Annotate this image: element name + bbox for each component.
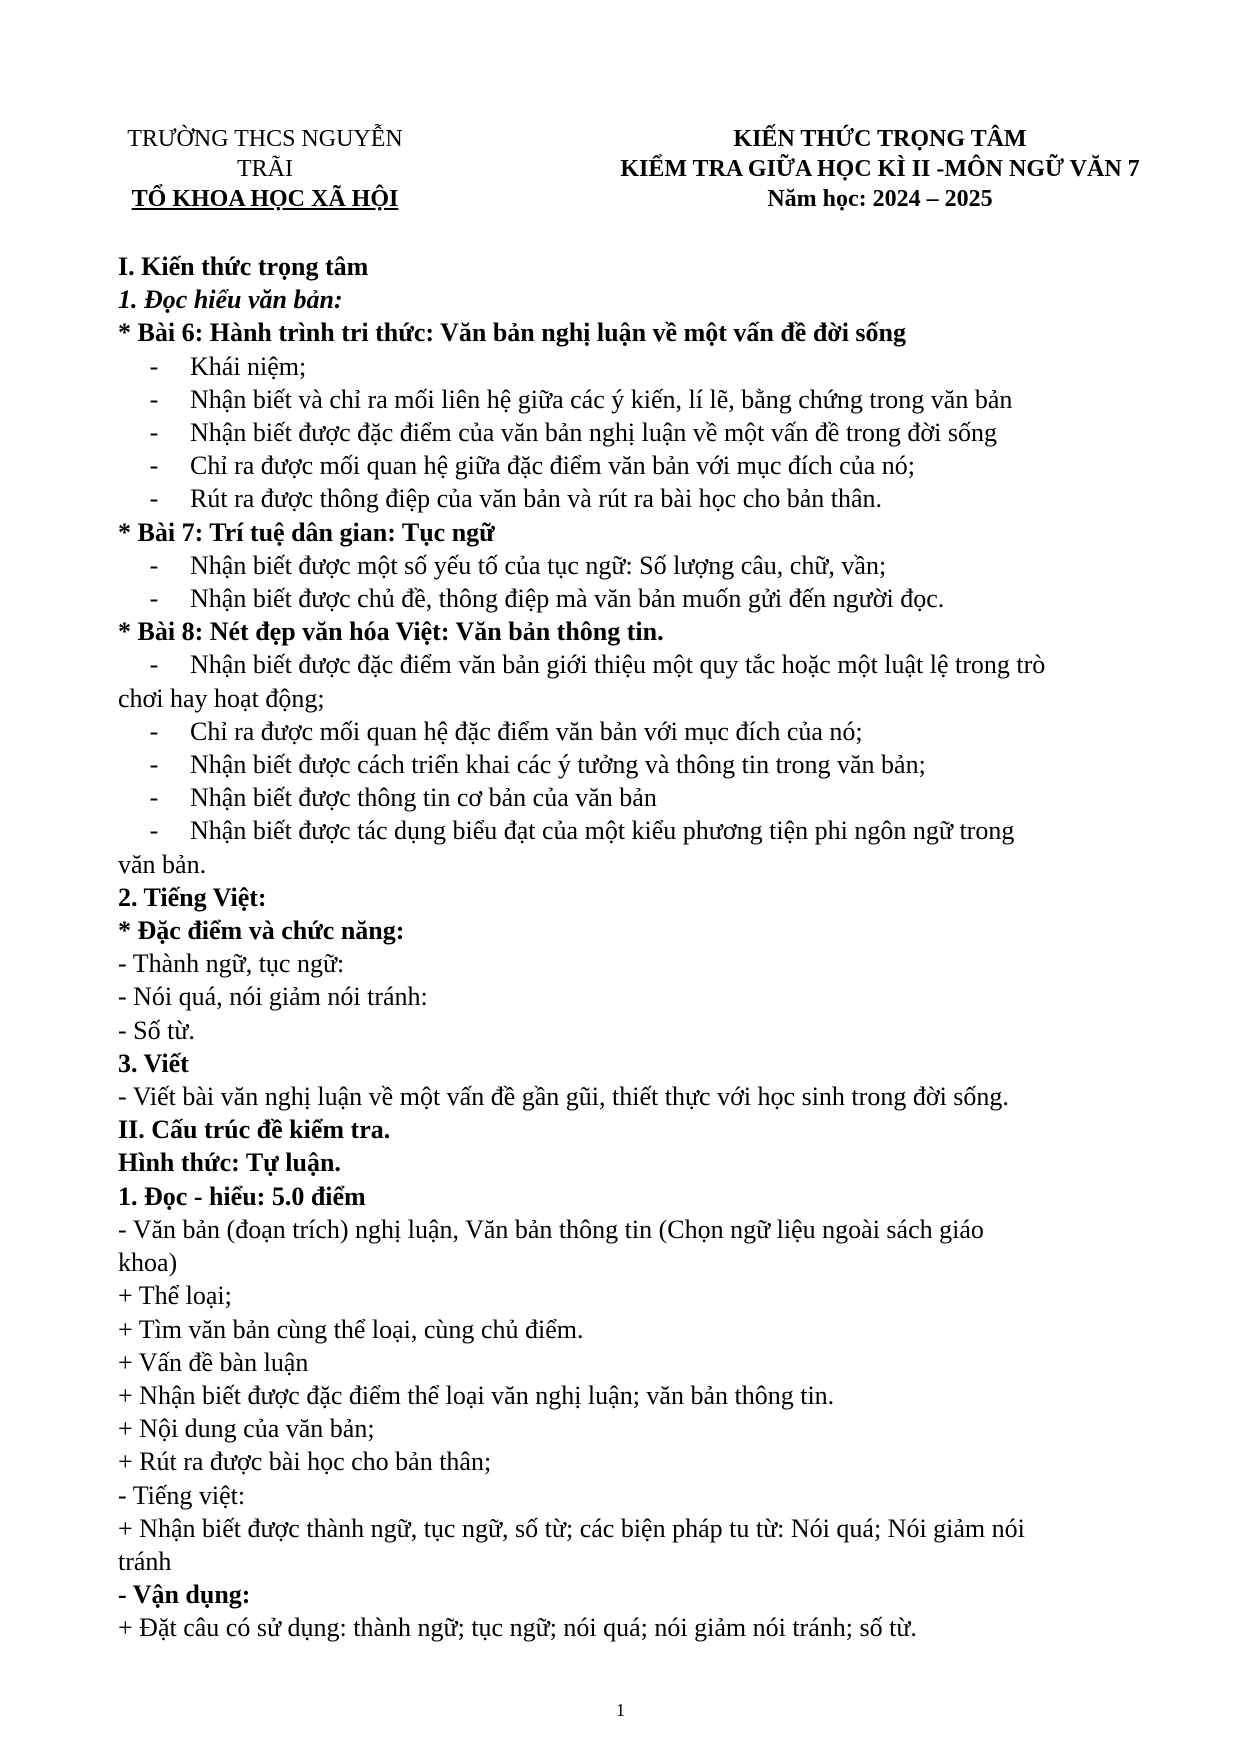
list-item: - Nhận biết được tác dụng biểu đạt của một kiểu phương tiện phi ngôn ngữ trong: [149, 816, 1015, 846]
list-item: - Nhận biết được chủ đề, thông điệp mà văn bản muốn gửi đến người đọc.: [149, 584, 945, 614]
list-item: - Nhận biết được một số yếu tố của tục ngữ: Số lượng câu, chữ, vần;: [149, 550, 887, 580]
header-left: [100, 124, 430, 214]
list-item: - Nhận biết và chỉ ra mối liên hệ giữa các ý kiến, lí lẽ, bằng chứng trong văn bản: [149, 384, 1013, 414]
doc-subtitle: KIỂM TRA GIỮA HỌC KÌ II -MÔN NGỮ VĂN 7: [620, 156, 1140, 182]
reading-heading: 1. Đọc hiểu văn bản:: [118, 285, 343, 315]
plus-item: + Nội dung của văn bản;: [118, 1414, 375, 1444]
header-right: [570, 124, 1190, 214]
plus-item: + Nhận biết được đặc điểm thể loại văn nghị luận; văn bản thông tin.: [118, 1380, 835, 1410]
list-item-continued: văn bản.: [118, 849, 207, 879]
features-heading: * Đặc điểm và chức năng:: [118, 916, 405, 946]
list-item: - Thành ngữ, tục ngữ:: [118, 949, 345, 979]
doc-title: KIẾN THỨC TRỌNG TÂM: [733, 126, 1027, 152]
list-item: - Nhận biết được cách triển khai các ý tưởng và thông tin trong văn bản;: [149, 750, 926, 780]
list-item: - Chỉ ra được mối quan hệ đặc điểm văn bản với mục đích của nó;: [149, 716, 863, 746]
writing-heading: 3. Viết: [118, 1048, 189, 1078]
lesson7-title: * Bài 7: Trí tuệ dân gian: Tục ngữ: [118, 517, 495, 547]
school-name: TRƯỜNG THCS NGUYỄN TRÃI: [127, 126, 403, 182]
text-item-continued: khoa): [118, 1248, 178, 1278]
plus-item: + Rút ra được bài học cho bản thân;: [118, 1447, 492, 1477]
list-item: - Chỉ ra được mối quan hệ giữa đặc điểm văn bản với mục đích của nó;: [149, 451, 915, 481]
school-year: Năm học: 2024 – 2025: [767, 186, 993, 212]
lesson8-title: * Bài 8: Nét đẹp văn hóa Việt: Văn bản thông tin.: [118, 617, 664, 647]
section1-heading: I. Kiến thức trọng tâm: [118, 252, 369, 281]
plus-item-continued: tránh: [118, 1546, 172, 1576]
vietnamese-item: - Tiếng việt:: [118, 1480, 246, 1510]
list-item-continued: chơi hay hoạt động;: [118, 683, 325, 713]
plus-item: + Tìm văn bản cùng thể loại, cùng chủ điểm.: [118, 1314, 584, 1344]
lesson6-title: * Bài 6: Hành trình tri thức: Văn bản nghị luận về một vấn đề đời sống: [118, 318, 906, 348]
text-item: - Văn bản (đoạn trích) nghị luận, Văn bản thông tin (Chọn ngữ liệu ngoài sách giáo: [118, 1214, 984, 1244]
document-body: [118, 250, 1163, 1645]
form-heading: Hình thức: Tự luận.: [118, 1148, 341, 1178]
plus-item: + Đặt câu có sử dụng: thành ngữ; tục ngữ; nói quá; nói giảm nói tránh; số từ.: [118, 1613, 917, 1643]
page-number: 1: [616, 1700, 625, 1720]
list-item: - Rút ra được thông điệp của văn bản và rút ra bài học cho bản thân.: [149, 484, 883, 514]
plus-item: + Thể loại;: [118, 1281, 232, 1311]
list-item: - Nói quá, nói giảm nói tránh:: [118, 982, 428, 1012]
application-heading: - Vận dụng:: [118, 1580, 251, 1610]
plus-item: + Nhận biết được thành ngữ, tục ngữ, số từ; các biện pháp tu từ: Nói quá; Nói giảm nói: [118, 1513, 1025, 1543]
writing-item: - Viết bài văn nghị luận về một vấn đề gần gũi, thiết thực với học sinh trong đời sống.: [118, 1082, 1009, 1112]
list-item: - Khái niệm;: [149, 351, 307, 381]
list-item: - Nhận biết được đặc điểm của văn bản nghị luận về một vấn đề trong đời sống: [149, 418, 997, 448]
plus-item: + Vấn đề bàn luận: [118, 1347, 309, 1377]
list-item: - Nhận biết được đặc điểm văn bản giới thiệu một quy tắc hoặc một luật lệ trong trò: [149, 650, 1046, 680]
list-item: - Nhận biết được thông tin cơ bản của văn bản: [149, 783, 657, 813]
section2-heading: II. Cấu trúc đề kiểm tra.: [118, 1115, 391, 1145]
department-name: TỔ KHOA HỌC XÃ HỘI: [131, 186, 399, 212]
reading-score-heading: 1. Đọc - hiểu: 5.0 điểm: [118, 1181, 366, 1211]
list-item: - Số từ.: [118, 1015, 195, 1045]
vietnamese-heading: 2. Tiếng Việt:: [118, 882, 267, 912]
